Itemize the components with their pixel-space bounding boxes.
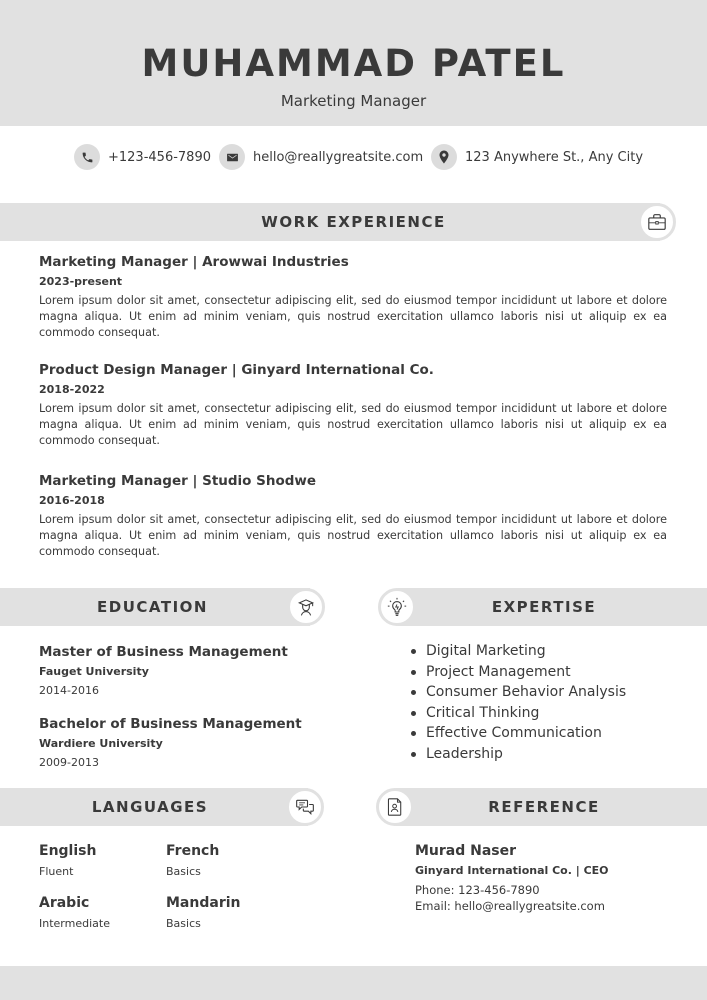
- expertise-heading: EXPERTISE: [491, 598, 597, 616]
- language-3-name: Arabic: [39, 895, 90, 911]
- expertise-item: Digital Marketing: [426, 641, 626, 662]
- chat-bubbles-icon: [286, 788, 324, 826]
- job-1-description: Lorem ipsum dolor sit amet, consectetur adipiscing elit, sed do eiusmod tempor incididunt ut labore et dolore magna aliqua. Ut enim ad minim veniam, quis nostrud exercitation ullamco laboris nisi ut aliquip ex ea commodo consequat.: [39, 294, 667, 339]
- expertise-item: Project Management: [426, 662, 626, 683]
- reference-name: Murad Naser: [415, 843, 517, 859]
- expertise-item: Consumer Behavior Analysis: [426, 682, 626, 703]
- education-2-degree: Bachelor of Business Management: [39, 716, 302, 732]
- job-2-title: Product Design Manager | Ginyard International Co.: [39, 362, 434, 378]
- graduate-icon: [287, 588, 325, 626]
- language-3-level: Intermediate: [39, 917, 110, 930]
- education-2-years: 2009-2013: [39, 756, 99, 769]
- job-role: Marketing Manager: [280, 92, 427, 110]
- contact-phone: [74, 144, 211, 170]
- lightbulb-icon: [378, 588, 416, 626]
- language-4-level: Basics: [166, 917, 201, 930]
- education-1-school: Fauget University: [39, 665, 149, 678]
- language-1-name: English: [39, 843, 97, 859]
- job-3-title: Marketing Manager | Studio Shodwe: [39, 473, 317, 489]
- reference-email[interactable]: Email: hello@reallygreatsite.com: [415, 899, 605, 913]
- expertise-list: [426, 641, 626, 764]
- language-1-level: Fluent: [39, 865, 74, 878]
- contact-address: [431, 144, 643, 170]
- person-name: MUHAMMAD PATEL: [141, 42, 566, 85]
- reference-organization: Ginyard International Co. | CEO: [415, 864, 609, 877]
- education-1-degree: Master of Business Management: [39, 644, 288, 660]
- language-2-level: Basics: [166, 865, 201, 878]
- reference-heading: REFERENCE: [488, 798, 600, 816]
- language-4-name: Mandarin: [166, 895, 241, 911]
- mail-icon: [219, 144, 245, 170]
- expertise-item: Critical Thinking: [426, 703, 626, 724]
- location-pin-icon: [431, 144, 457, 170]
- education-1-years: 2014-2016: [39, 684, 99, 697]
- languages-heading: LANGUAGES: [91, 798, 209, 816]
- work-experience-heading: WORK EXPERIENCE: [261, 213, 446, 231]
- document-person-icon: [376, 788, 414, 826]
- contact-email: [219, 144, 423, 170]
- job-2-description: Lorem ipsum dolor sit amet, consectetur adipiscing elit, sed do eiusmod tempor incididunt ut labore et dolore magna aliqua. Ut enim ad minim veniam, quis nostrud exercitation ullamco laboris nisi ut aliquip ex ea commodo consequat.: [39, 402, 667, 447]
- email-link[interactable]: hello@reallygreatsite.com: [253, 149, 424, 165]
- job-2-dates: 2018-2022: [39, 383, 105, 396]
- job-3-description: Lorem ipsum dolor sit amet, consectetur adipiscing elit, sed do eiusmod tempor incididunt ut labore et dolore magna aliqua. Ut enim ad minim veniam, quis nostrud exercitation ullamco laboris nisi ut aliquip ex ea commodo consequat.: [39, 513, 667, 558]
- job-3-dates: 2016-2018: [39, 494, 105, 507]
- phone-text: +123-456-7890: [108, 149, 211, 165]
- footer-band: [0, 966, 707, 1000]
- education-heading: EDUCATION: [97, 598, 208, 616]
- expertise-item: Effective Communication: [426, 723, 626, 744]
- briefcase-icon: [638, 203, 676, 241]
- expertise-item: Leadership: [426, 744, 626, 765]
- job-1-dates: 2023-present: [39, 275, 123, 288]
- address-text: 123 Anywhere St., Any City: [465, 149, 644, 165]
- phone-icon: [74, 144, 100, 170]
- reference-phone: Phone: 123-456-7890: [415, 883, 540, 897]
- job-1-title: Marketing Manager | Arowwai Industries: [39, 254, 349, 270]
- education-2-school: Wardiere University: [39, 737, 163, 750]
- language-2-name: French: [166, 843, 220, 859]
